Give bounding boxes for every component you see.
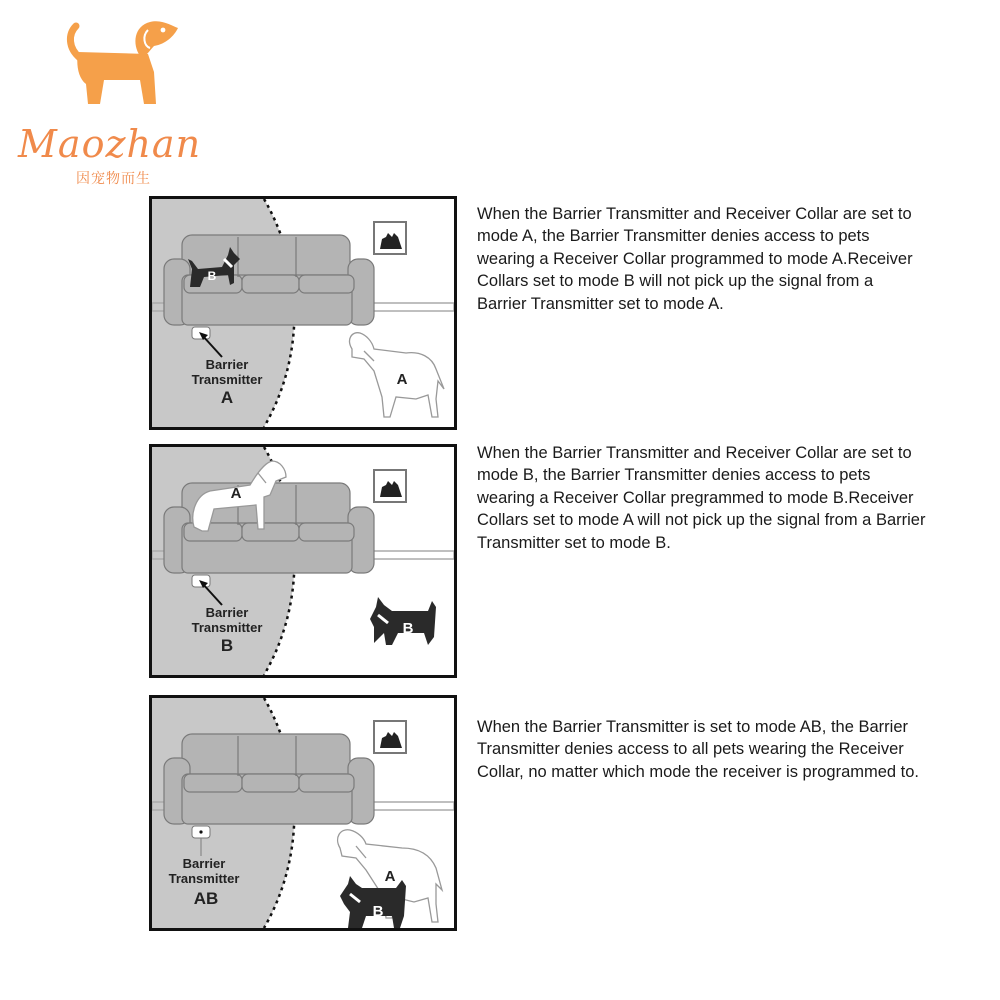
small-dog-b (370, 597, 436, 645)
transmitter-label-line1: Barrier (205, 605, 249, 620)
dog-label: B (207, 269, 217, 283)
transmitter-label-line1: Barrier (205, 357, 249, 372)
brand-logo (0, 0, 240, 190)
diagram-panel-mode-a (149, 196, 457, 430)
dog-label: A (384, 868, 396, 885)
dog-label: B (372, 903, 384, 920)
transmitter-label-line1: Barrier (182, 856, 226, 871)
wall-picture (374, 222, 406, 254)
transmitter-label-line2: Transmitter (191, 620, 263, 635)
sofa-illustration (164, 734, 374, 824)
description-mode-b: When the Barrier Transmitter and Receiver Collar are set to mode B, the Barrier Transmitter denies access to pets wearing a Receiver Collar pregrammed to mode B.Receiver Collars set to mode A will not pick up the signal from a Barrier Transmitter set to mode B. (477, 444, 926, 552)
transmitter-mode: B (220, 636, 234, 655)
diagram-panel-mode-ab (149, 695, 457, 931)
brand-tagline: 因宠物而生 (76, 170, 151, 186)
dog-label: A (230, 485, 242, 502)
dog-label: A (396, 371, 408, 388)
transmitter-label-line2: Transmitter (191, 372, 263, 387)
transmitter-mode: AB (193, 889, 219, 908)
dog-logo-icon (62, 14, 182, 109)
description-mode-ab: When the Barrier Transmitter is set to mode AB, the Barrier Transmitter denies access to all pets wearing the Receiver Collar, no matter which mode the receiver is programmed to. (477, 718, 920, 781)
dog-label: B (402, 620, 414, 637)
wall-picture (374, 721, 406, 753)
diagram-panel-mode-b (149, 444, 457, 678)
wall-picture (374, 470, 406, 502)
description-mode-a: When the Barrier Transmitter and Receiver Collar are set to mode A, the Barrier Transmitter denies access to pets wearing a Receiver Collar programmed to mode A.Receiver Collars set to mode B will not pick up the signal from a Barrier Transmitter set to mode A. (477, 205, 913, 313)
transmitter-label-line2: Transmitter (168, 871, 240, 886)
brand-name: Maozhan (18, 122, 202, 166)
transmitter-mode: A (220, 388, 234, 407)
